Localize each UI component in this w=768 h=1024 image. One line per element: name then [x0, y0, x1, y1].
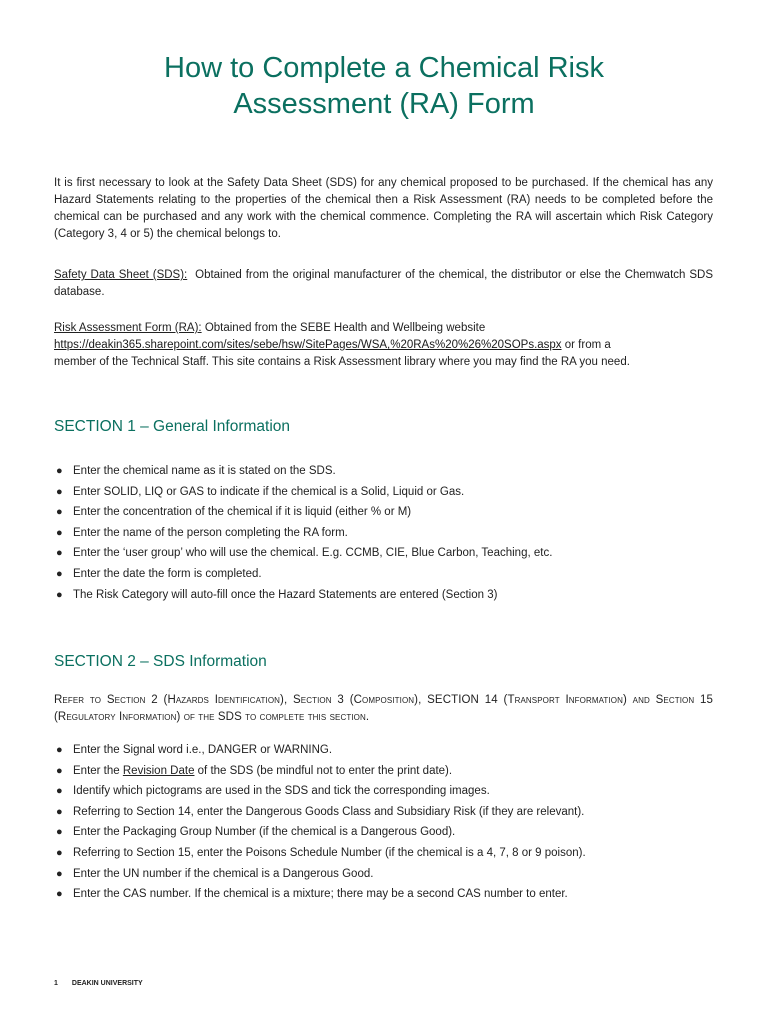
list-item: ● Enter the Revision Date of the SDS (be mindful not to enter the print date). [54, 761, 734, 782]
list-item: ● Enter the chemical name as it is stated on the SDS. [54, 461, 734, 482]
section-2-note: Refer to Section 2 (Hazards Identification), Section 3 (Composition), SECTION 14 (Transport Information) and Section 15 (Regulatory Information) of the SDS to complete this section. [54, 694, 713, 723]
list-item: ● Identify which pictograms are used in the SDS and tick the corresponding images. [54, 781, 734, 802]
title-line-2: Assessment (RA) Form [233, 88, 535, 120]
bullet-icon: ● [56, 744, 63, 756]
section-2-list [54, 740, 734, 905]
section-2-heading: SECTION 2 – SDS Information [54, 653, 267, 670]
bullet-icon: ● [56, 526, 63, 539]
bullet-icon: ● [56, 764, 63, 777]
bullet-icon: ● [56, 465, 63, 477]
sds-paragraph [54, 267, 713, 301]
list-item: ● Enter the concentration of the chemical if it is liquid (either % or M) [54, 502, 734, 523]
bullet-icon: ● [56, 588, 63, 601]
bullet-icon: ● [56, 846, 63, 859]
bullet-icon: ● [56, 485, 63, 498]
bullet-icon: ● [56, 805, 63, 818]
list-item: ● Referring to Section 15, enter the Poisons Schedule Number (if the chemical is a 4, 7, 8 or 9 poison). [54, 843, 734, 864]
ra-label: Risk Assessment Form (RA): [54, 322, 202, 334]
page-number: 1 [54, 980, 58, 987]
bullet-icon: ● [56, 506, 63, 519]
list-item: ● Enter the Signal word i.e., DANGER or WARNING. [54, 740, 734, 761]
list-item: ● Enter the Packaging Group Number (if the chemical is a Dangerous Good). [54, 822, 734, 843]
list-item: ● Enter the ‘user group’ who will use the chemical. E.g. CCMB, CIE, Blue Carbon, Teaching, etc. [54, 543, 734, 564]
list-item: ● Enter the date the form is completed. [54, 564, 734, 585]
bullet-icon: ● [56, 547, 63, 560]
list-item: ● The Risk Category will auto-fill once the Hazard Statements are entered (Section 3) [54, 585, 734, 606]
ra-text: Obtained from the SEBE Health and Wellbeing website [204, 322, 486, 334]
bullet-icon: ● [56, 785, 63, 798]
bullet-icon: ● [56, 867, 63, 880]
list-item: ● Enter the UN number if the chemical is a Dangerous Good. [54, 864, 734, 885]
list-item: ● Enter the CAS number. If the chemical is a mixture; there may be a second CAS number to enter. [54, 884, 734, 905]
section-1-heading: SECTION 1 – General Information [54, 418, 291, 435]
page-title [54, 50, 714, 122]
revision-date-text: Revision Date [122, 764, 195, 777]
section-1-list [54, 461, 734, 605]
bullet-icon: ● [56, 826, 63, 839]
ra-after-link: or from a [564, 339, 611, 351]
sds-text: Obtained from the original manufacturer of the chemical, the distributor or else the Chemwatch SDS database. [54, 269, 713, 298]
bullet-icon: ● [56, 888, 63, 901]
list-item: ● Enter the name of the person completing the RA form. [54, 523, 734, 544]
page-footer [54, 980, 143, 987]
sds-label: Safety Data Sheet (SDS): [54, 269, 188, 281]
list-item: ● Referring to Section 14, enter the Dangerous Goods Class and Subsidiary Risk (if they are relevant). [54, 802, 734, 823]
ra-line-3: member of the Technical Staff. This site contains a Risk Assessment library where you may find the RA you need. [54, 356, 630, 368]
title-line-1: How to Complete a Chemical Risk [164, 52, 604, 84]
footer-organization: DEAKIN UNIVERSITY [71, 980, 143, 987]
intro-paragraph: It is first necessary to look at the Safety Data Sheet (SDS) for any chemical proposed to be purchased. If the chemical has any Hazard Statements relating to the properties of the chemical then a Risk Assessment (RA) needs to be completed before the chemical can be purchased and any work with the chemical commence. Completing the RA will ascertain which Risk Category (Category 3, 4 or 5) the chemical belongs to. [54, 177, 713, 240]
list-item: ● Enter SOLID, LIQ or GAS to indicate if the chemical is a Solid, Liquid or Gas. [54, 482, 734, 503]
bullet-icon: ● [56, 567, 63, 580]
ra-paragraph [54, 320, 713, 371]
ra-website-link[interactable]: https://deakin365.sharepoint.com/sites/sebe/hsw/SitePages/WSA,%20RAs%20%26%20SOPs.aspx [54, 339, 562, 351]
